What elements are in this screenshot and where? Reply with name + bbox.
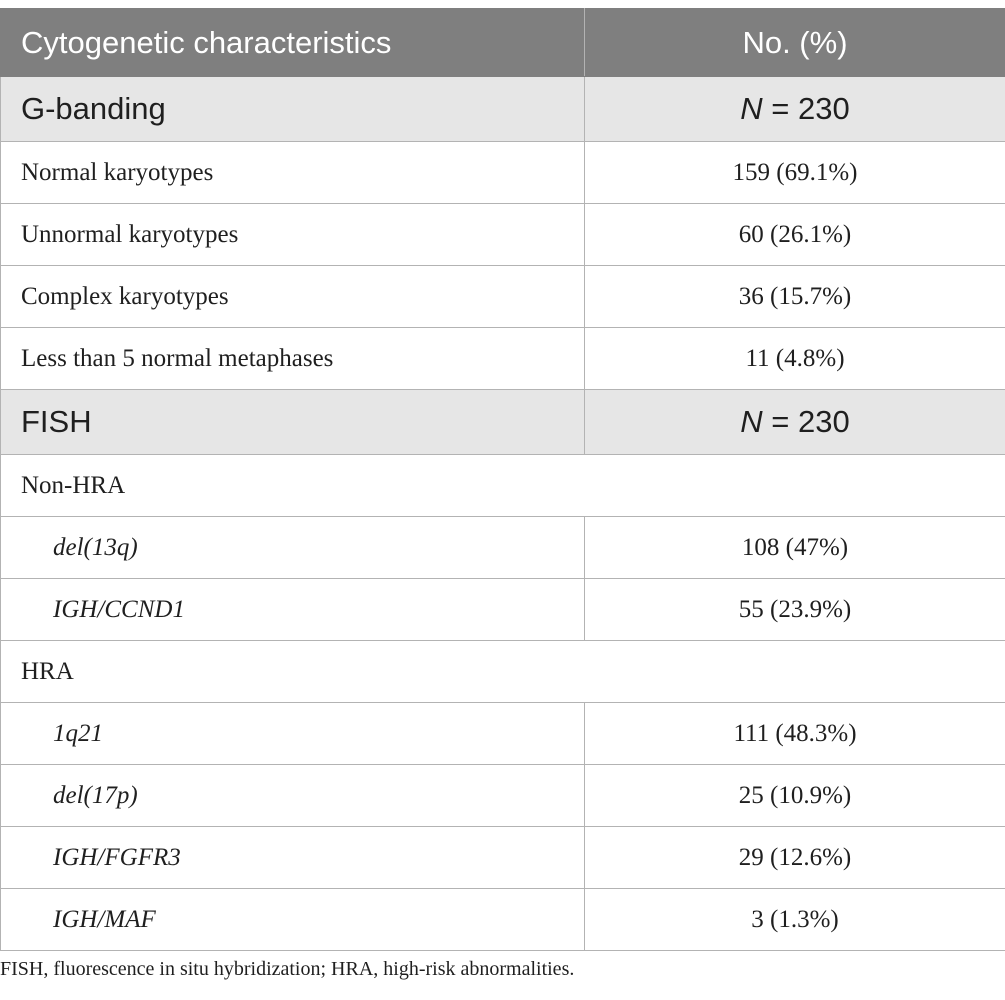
table-row — [1, 517, 1005, 579]
row-label: del(13q) — [1, 517, 585, 579]
row-value: 3 (1.3%) — [585, 889, 1005, 951]
row-label: IGH/FGFR3 — [1, 827, 585, 889]
section-n-gbanding — [585, 77, 1005, 142]
row-value: 29 (12.6%) — [585, 827, 1005, 889]
row-value: 55 (23.9%) — [585, 579, 1005, 641]
table-row — [1, 328, 1005, 390]
section-row-fish — [1, 390, 1005, 455]
row-value: 111 (48.3%) — [585, 703, 1005, 765]
n-symbol: N — [740, 404, 763, 439]
section-n-fish — [585, 390, 1005, 455]
row-value: 25 (10.9%) — [585, 765, 1005, 827]
section-title-gbanding: G-banding — [1, 77, 585, 142]
row-label: IGH/CCND1 — [1, 579, 585, 641]
row-label: del(17p) — [1, 765, 585, 827]
row-label: Complex karyotypes — [1, 266, 585, 328]
n-value: = 230 — [762, 91, 850, 126]
header-characteristics: Cytogenetic characteristics — [1, 9, 585, 77]
row-value: 11 (4.8%) — [585, 328, 1005, 390]
row-label: Less than 5 normal metaphases — [1, 328, 585, 390]
section-row-gbanding — [1, 77, 1005, 142]
group-label-non-hra: Non-HRA — [1, 455, 1005, 517]
table-row — [1, 204, 1005, 266]
n-symbol: N — [740, 91, 763, 126]
table-row — [1, 889, 1005, 951]
n-value: = 230 — [762, 404, 850, 439]
row-label: Unnormal karyotypes — [1, 204, 585, 266]
header-count-percent: No. (%) — [585, 9, 1005, 77]
table-row — [1, 827, 1005, 889]
row-value: 36 (15.7%) — [585, 266, 1005, 328]
row-value: 60 (26.1%) — [585, 204, 1005, 266]
section-title-fish: FISH — [1, 390, 585, 455]
table-row — [1, 142, 1005, 204]
table-row — [1, 579, 1005, 641]
table-row — [1, 765, 1005, 827]
table-footnote: FISH, fluorescence in situ hybridization; HRA, high-risk abnormalities. — [0, 958, 575, 980]
table-row — [1, 266, 1005, 328]
row-value: 159 (69.1%) — [585, 142, 1005, 204]
group-row-hra — [1, 641, 1005, 703]
table-row — [1, 703, 1005, 765]
group-row-non-hra — [1, 455, 1005, 517]
group-label-hra: HRA — [1, 641, 1005, 703]
table-header-row — [1, 9, 1005, 77]
row-value: 108 (47%) — [585, 517, 1005, 579]
row-label: 1q21 — [1, 703, 585, 765]
row-label: IGH/MAF — [1, 889, 585, 951]
cytogenetics-table — [0, 8, 1005, 951]
row-label: Normal karyotypes — [1, 142, 585, 204]
